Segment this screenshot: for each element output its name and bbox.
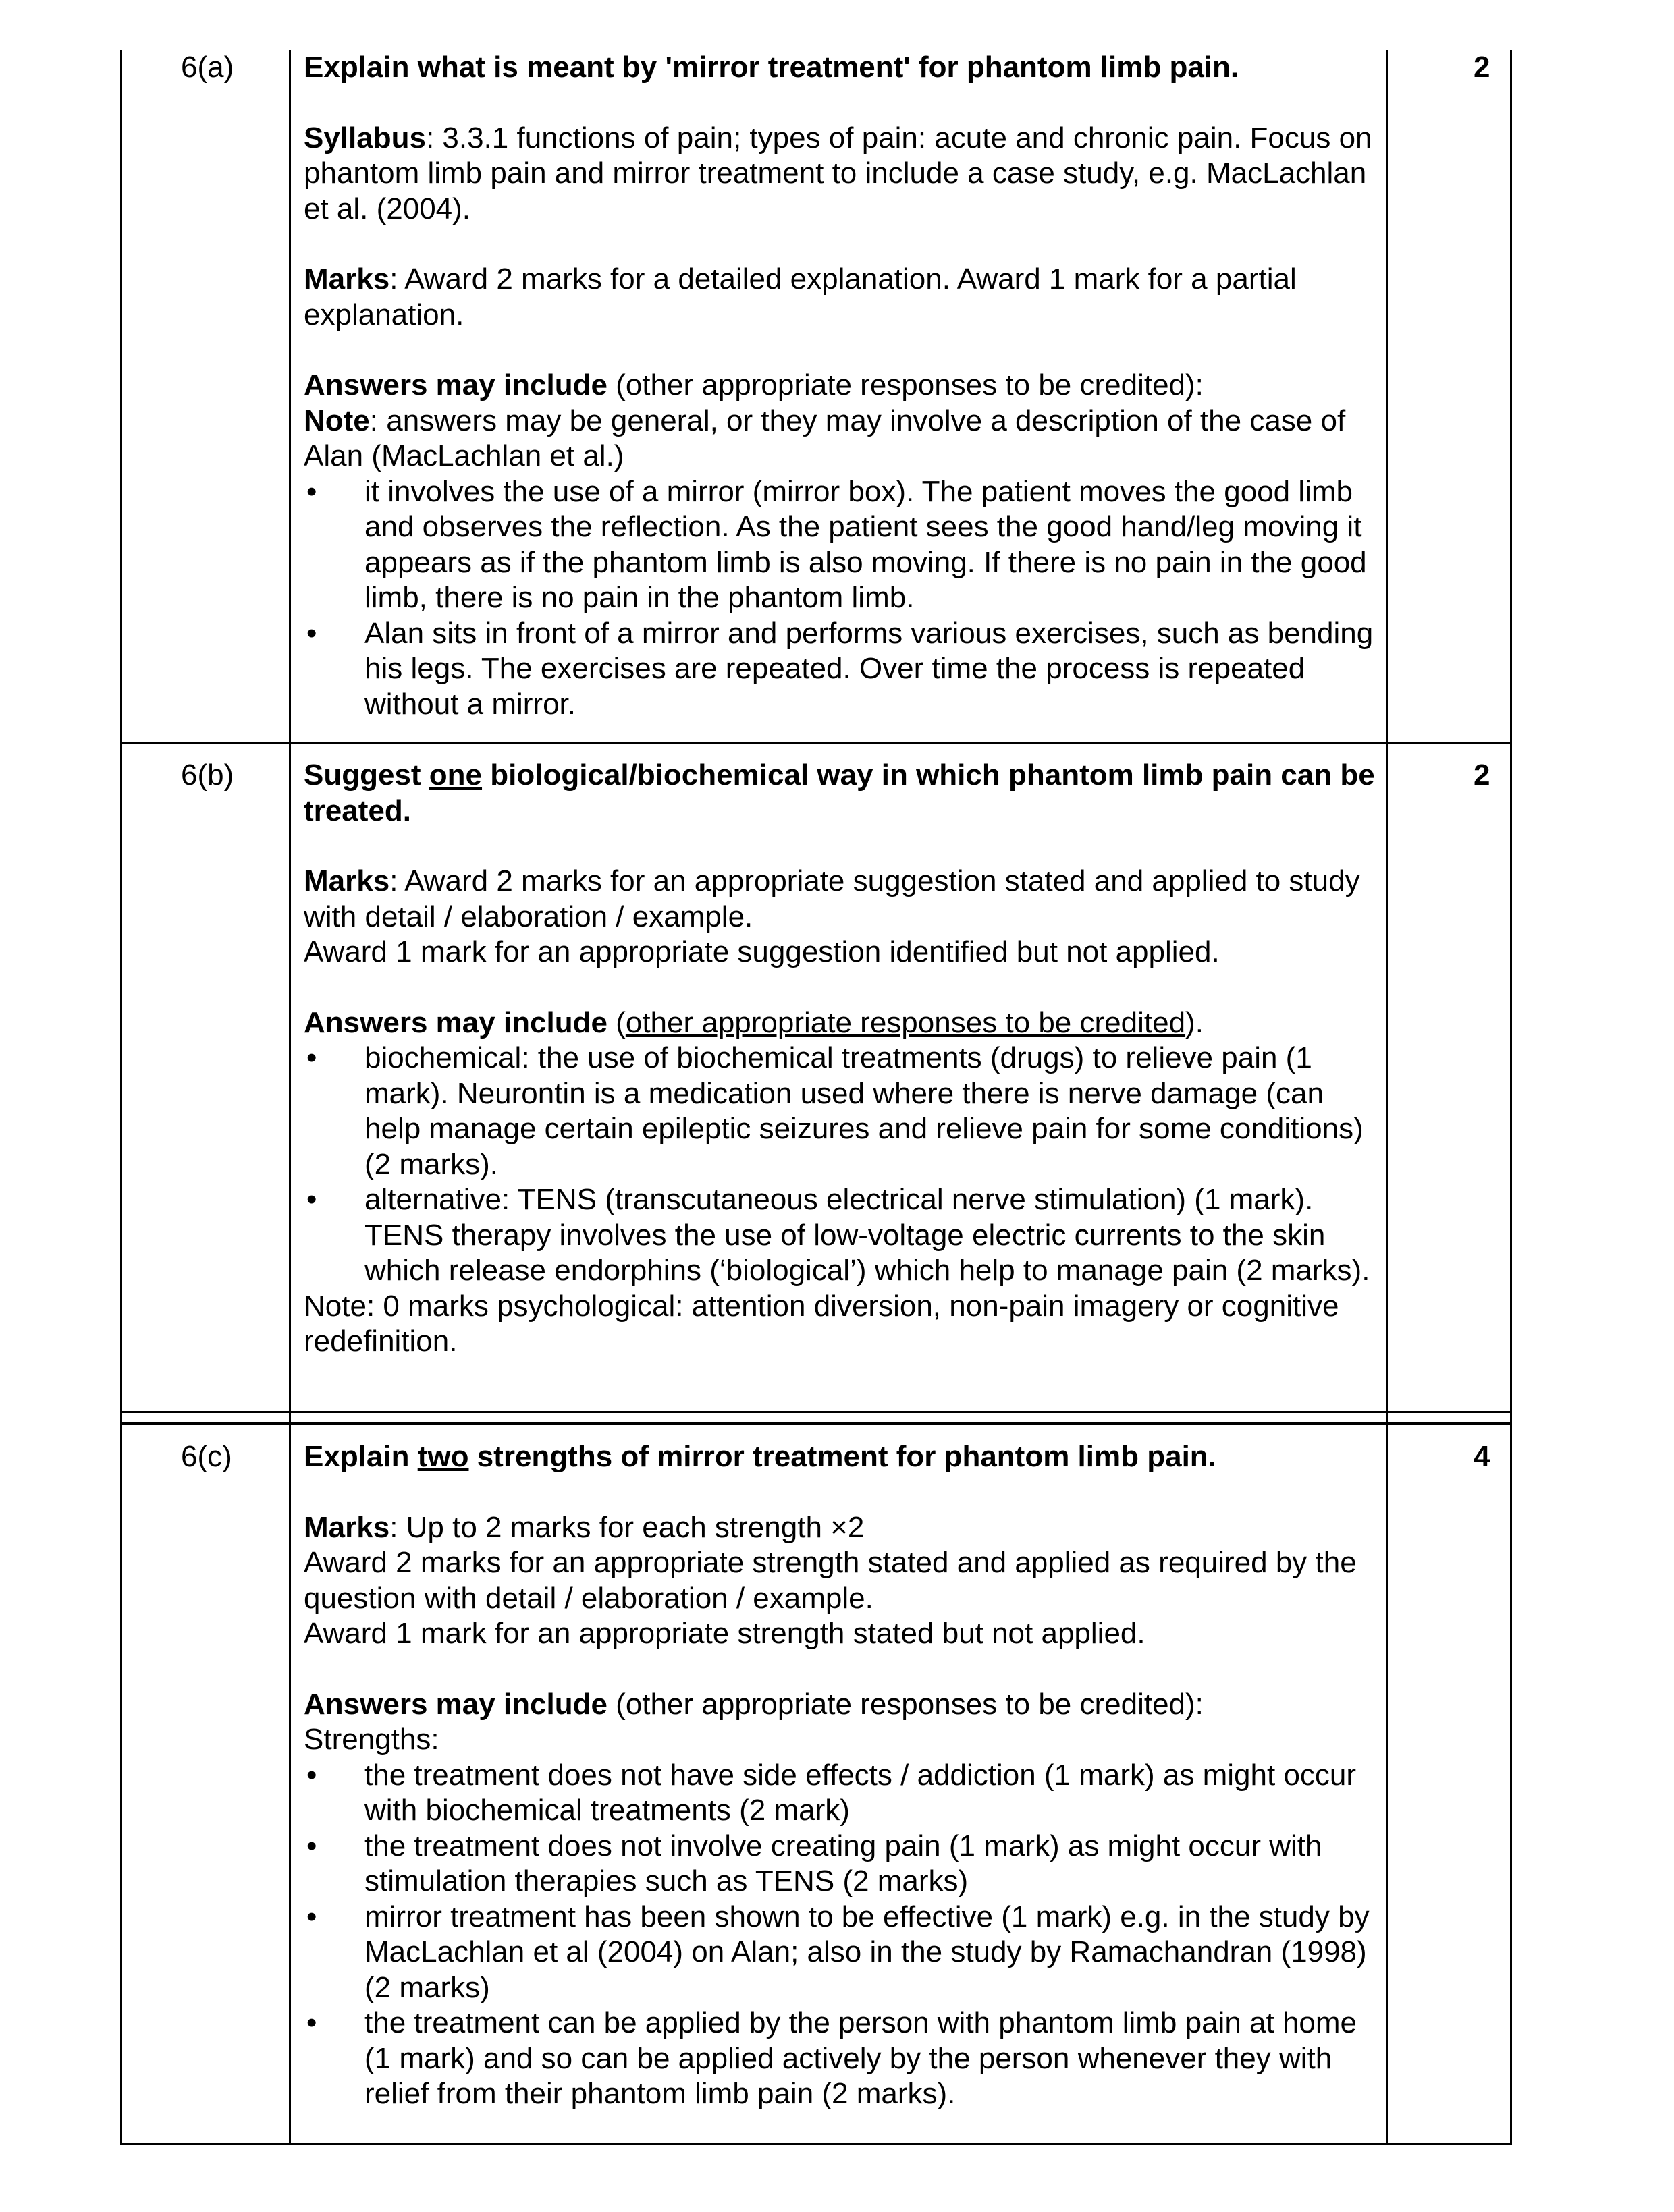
table-bottom-border bbox=[120, 2143, 1512, 2145]
answers-label: Answers may include bbox=[304, 368, 608, 402]
answers-heading-6c bbox=[304, 1687, 1377, 1723]
marks-guidance-6a bbox=[304, 262, 1377, 333]
answers-heading-6b: Answers may include (other appropriate responses to be credited). bbox=[304, 1005, 1204, 1039]
bullet-text: the treatment does not involve creating pain (1 mark) as might occur with stimulation therapies such as TENS (2 marks) bbox=[364, 1829, 1322, 1898]
bullet-icon: • bbox=[306, 2006, 317, 2039]
question-number-6c: 6(c) bbox=[181, 1440, 232, 1473]
marks-text: : Up to 2 marks for each strength ×2 bbox=[389, 1510, 865, 1544]
answers-suffix: (other appropriate responses to be credited): bbox=[607, 368, 1204, 402]
question-number-6b: 6(b) bbox=[181, 758, 234, 792]
syllabus-text: : 3.3.1 functions of pain; types of pain: acute and chronic pain. Focus on phantom limb pain and mirror treatment to include a case study, e.g. MacLachlan et al. (2004). bbox=[304, 121, 1372, 225]
bullet-text: Alan sits in front of a mirror and performs various exercises, such as bending his legs. The exercises are repeated. Over time the process is repeated without a mirror. bbox=[364, 616, 1374, 721]
marks-text: : Award 2 marks for an appropriate suggestion stated and applied to study with detail / elaboration / example. bbox=[304, 864, 1360, 933]
bullet-icon: • bbox=[306, 1758, 317, 1792]
bullet-icon: • bbox=[306, 1041, 317, 1074]
column-divider-question bbox=[289, 50, 291, 2145]
answer-cell-6a bbox=[304, 50, 1377, 722]
answers-label: Answers may include bbox=[304, 1005, 608, 1039]
bullet-text: it involves the use of a mirror (mirror box). The patient moves the good limb and observes the reflection. As the patient sees the good hand/leg moving it appears as if the phantom limb is also moving. If there is no pain in the good limb, there is no pain in the phantom limb. bbox=[364, 474, 1367, 614]
list-item bbox=[304, 1758, 1377, 1829]
column-divider-marks bbox=[1386, 50, 1388, 2145]
bullet-icon: • bbox=[306, 1900, 317, 1933]
bullet-text: the treatment does not have side effects / addiction (1 mark) as might occur with biochemical treatments (2 mark) bbox=[364, 1758, 1357, 1827]
question-number-6a: 6(a) bbox=[181, 51, 234, 84]
list-item bbox=[304, 2006, 1377, 2112]
note-6a bbox=[304, 404, 1377, 474]
bullet-text: biochemical: the use of biochemical treatments (drugs) to relieve pain (1 mark). Neurontin is a medication used where there is nerve damage (can help manage certain epileptic seizures and relieve pain for some conditions) (2 marks). bbox=[364, 1041, 1364, 1181]
marks-guidance-6c-line2: Award 2 marks for an appropriate strength stated and applied as required by the question with detail / elaboration / example. bbox=[304, 1546, 1357, 1615]
emphasis-two: two bbox=[417, 1440, 469, 1473]
answer-cell-6b bbox=[304, 758, 1377, 1360]
marks-guidance-6b bbox=[304, 864, 1377, 935]
list-item bbox=[304, 1182, 1377, 1289]
note-6b: Note: 0 marks psychological: attention diversion, non-pain imagery or cognitive redefinition. bbox=[304, 1289, 1339, 1358]
answer-cell-6c bbox=[304, 1439, 1377, 2112]
row-divider-6a-6b bbox=[120, 742, 1512, 744]
marks-total-6b: 2 bbox=[1474, 758, 1490, 792]
list-item bbox=[304, 474, 1377, 616]
answer-bullets-6a bbox=[304, 474, 1377, 723]
list-item bbox=[304, 1900, 1377, 2006]
question-text-6a: Explain what is meant by 'mirror treatment' for phantom limb pain. bbox=[304, 51, 1239, 84]
marks-text: : Award 2 marks for a detailed explanation. Award 1 mark for a partial explanation. bbox=[304, 262, 1297, 331]
marks-total-6a: 2 bbox=[1474, 51, 1490, 84]
answers-label: Answers may include bbox=[304, 1687, 608, 1721]
bullet-icon: • bbox=[306, 1183, 317, 1216]
question-text-6b: Suggest one biological/biochemical way in which phantom limb pain can be treated. bbox=[304, 758, 1375, 827]
bullet-text: alternative: TENS (transcutaneous electrical nerve stimulation) (1 mark). TENS therapy involves the use of low-voltage electric currents to the skin which release endorphins (‘biological’) which help to manage pain (2 marks). bbox=[364, 1183, 1370, 1287]
question-text-6c: Explain two strengths of mirror treatment for phantom limb pain. bbox=[304, 1440, 1216, 1473]
list-item bbox=[304, 1041, 1377, 1182]
table-left-border bbox=[120, 50, 122, 2145]
row-divider-6b-6c-upper bbox=[120, 1411, 1512, 1413]
syllabus-6a bbox=[304, 121, 1377, 227]
answers-heading-6a bbox=[304, 368, 1377, 404]
bullet-text: mirror treatment has been shown to be effective (1 mark) e.g. in the study by MacLachlan et al (2004) on Alan; also in the study by Ramachandran (1998) (2 marks) bbox=[364, 1900, 1370, 2004]
bullet-icon: • bbox=[306, 1829, 317, 1862]
answer-bullets-6c bbox=[304, 1758, 1377, 2112]
emphasis-one: one bbox=[429, 758, 483, 792]
syllabus-label: Syllabus bbox=[304, 121, 426, 155]
marks-label: Marks bbox=[304, 864, 390, 897]
marks-total-6c: 4 bbox=[1474, 1440, 1490, 1473]
note-text: : answers may be general, or they may involve a description of the case of Alan (MacLachlan et al.) bbox=[304, 404, 1346, 472]
marks-guidance-6c-line3: Award 1 mark for an appropriate strength stated but not applied. bbox=[304, 1617, 1145, 1650]
note-label: Note bbox=[304, 404, 370, 437]
row-divider-6b-6c-lower bbox=[120, 1422, 1512, 1425]
answers-suffix: (other appropriate responses to be credited): bbox=[607, 1687, 1204, 1721]
answers-credit-note: other appropriate responses to be credited bbox=[625, 1005, 1186, 1039]
marks-label: Marks bbox=[304, 1510, 390, 1544]
marks-guidance-6b-line2: Award 1 mark for an appropriate suggestion identified but not applied. bbox=[304, 935, 1220, 968]
bullet-icon: • bbox=[306, 474, 317, 508]
answer-bullets-6b bbox=[304, 1041, 1377, 1289]
bullet-text: the treatment can be applied by the person with phantom limb pain at home (1 mark) and so can be applied actively by the person whenever they with relief from their phantom limb pain (2 marks). bbox=[364, 2006, 1357, 2110]
list-item bbox=[304, 616, 1377, 723]
marks-guidance-6c bbox=[304, 1510, 1377, 1546]
list-item bbox=[304, 1829, 1377, 1900]
marks-label: Marks bbox=[304, 262, 390, 296]
strengths-label: Strengths: bbox=[304, 1723, 439, 1756]
bullet-icon: • bbox=[306, 616, 317, 650]
table-right-border bbox=[1510, 50, 1512, 2145]
